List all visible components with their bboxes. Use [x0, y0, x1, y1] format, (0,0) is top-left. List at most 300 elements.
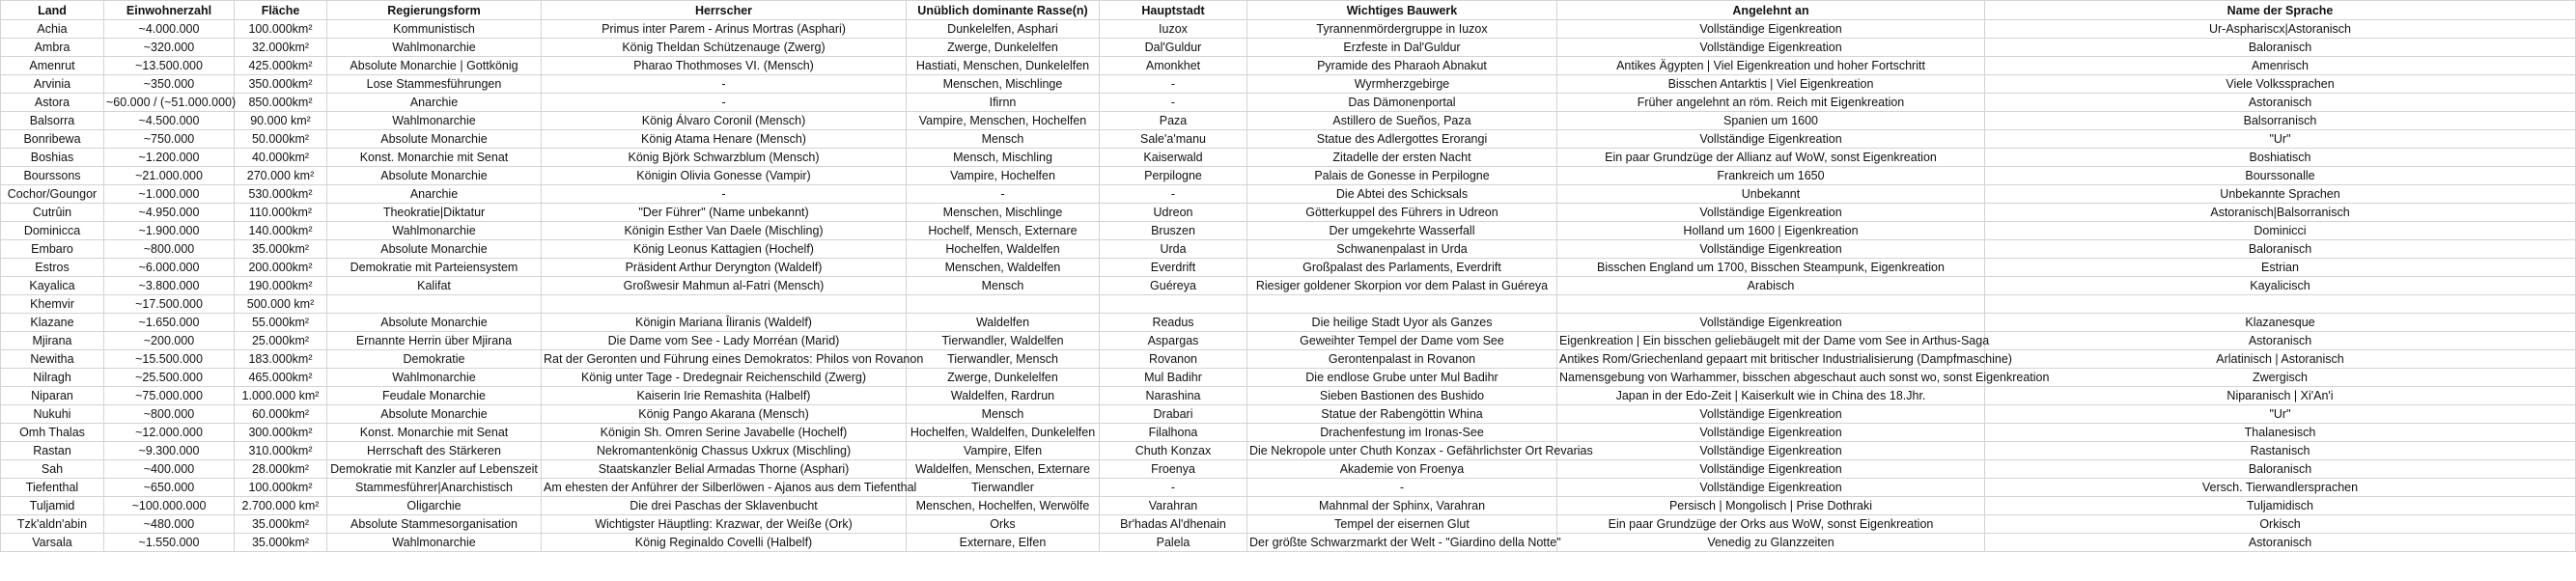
table-cell[interactable]: Tuljamid: [1, 497, 104, 515]
table-cell[interactable]: Konst. Monarchie mit Senat: [327, 424, 542, 442]
header-cell[interactable]: Regierungsform: [327, 1, 542, 20]
table-cell[interactable]: Zwerge, Dunkelelfen: [907, 39, 1100, 57]
table-cell[interactable]: Bisschen Antarktis | Viel Eigenkreation: [1557, 75, 1985, 94]
table-cell[interactable]: Wyrmherzgebirge: [1247, 75, 1557, 94]
table-cell[interactable]: Vampire, Hochelfen: [907, 167, 1100, 185]
table-cell[interactable]: ~800.000: [104, 240, 235, 259]
table-cell[interactable]: -: [542, 94, 907, 112]
table-cell[interactable]: -: [542, 185, 907, 204]
table-cell[interactable]: Estros: [1, 259, 104, 277]
table-cell[interactable]: Persisch | Mongolisch | Prise Dothraki: [1557, 497, 1985, 515]
table-cell[interactable]: Japan in der Edo-Zeit | Kaiserkult wie in China des 18.Jhr.: [1557, 387, 1985, 405]
table-cell[interactable]: [1985, 295, 2576, 314]
table-cell[interactable]: Absolute Stammesorganisation: [327, 515, 542, 534]
table-cell[interactable]: Arlatinisch | Astoranisch: [1985, 350, 2576, 369]
table-cell[interactable]: Dominicca: [1, 222, 104, 240]
table-cell[interactable]: Mensch: [907, 277, 1100, 295]
table-cell[interactable]: Statue der Rabengöttin Whina: [1247, 405, 1557, 424]
table-cell[interactable]: Waldelfen, Menschen, Externare: [907, 460, 1100, 479]
table-cell[interactable]: Rastanisch: [1985, 442, 2576, 460]
table-cell[interactable]: Kalifat: [327, 277, 542, 295]
table-cell[interactable]: 40.000km²: [235, 149, 327, 167]
table-cell[interactable]: "Ur": [1985, 405, 2576, 424]
table-cell[interactable]: 35.000km²: [235, 534, 327, 552]
table-cell[interactable]: ~320.000: [104, 39, 235, 57]
table-cell[interactable]: 310.000km²: [235, 442, 327, 460]
table-cell[interactable]: ~1.000.000: [104, 185, 235, 204]
table-cell[interactable]: Bruszen: [1100, 222, 1247, 240]
table-cell[interactable]: -: [1100, 479, 1247, 497]
table-cell[interactable]: 35.000km²: [235, 240, 327, 259]
table-cell[interactable]: -: [1100, 94, 1247, 112]
header-cell[interactable]: Fläche: [235, 1, 327, 20]
table-cell[interactable]: Der größte Schwarzmarkt der Welt - "Giardino della Notte": [1247, 534, 1557, 552]
table-cell[interactable]: Waldelfen: [907, 314, 1100, 332]
table-cell[interactable]: Rastan: [1, 442, 104, 460]
table-cell[interactable]: Cutrûin: [1, 204, 104, 222]
table-cell[interactable]: Namensgebung von Warhammer, bisschen abgeschaut auch sonst wo, sonst Eigenkreation: [1557, 369, 1985, 387]
table-cell[interactable]: Absolute Monarchie: [327, 314, 542, 332]
table-cell[interactable]: 500.000 km²: [235, 295, 327, 314]
table-cell[interactable]: [1100, 295, 1247, 314]
table-cell[interactable]: Absolute Monarchie: [327, 167, 542, 185]
table-cell[interactable]: König Theldan Schützenauge (Zwerg): [542, 39, 907, 57]
table-cell[interactable]: 25.000km²: [235, 332, 327, 350]
table-cell[interactable]: Urda: [1100, 240, 1247, 259]
table-cell[interactable]: Aspargas: [1100, 332, 1247, 350]
table-cell[interactable]: Unbekannte Sprachen: [1985, 185, 2576, 204]
table-cell[interactable]: Astora: [1, 94, 104, 112]
table-cell[interactable]: -: [1100, 75, 1247, 94]
table-cell[interactable]: Die Abtei des Schicksals: [1247, 185, 1557, 204]
table-cell[interactable]: Mahnmal der Sphinx, Varahran: [1247, 497, 1557, 515]
table-cell[interactable]: Orks: [907, 515, 1100, 534]
table-cell[interactable]: Thalanesisch: [1985, 424, 2576, 442]
table-cell[interactable]: Die endlose Grube unter Mul Badihr: [1247, 369, 1557, 387]
table-cell[interactable]: Mul Badihr: [1100, 369, 1247, 387]
table-cell[interactable]: Pharao Thothmoses VI. (Mensch): [542, 57, 907, 75]
table-cell[interactable]: Dominicci: [1985, 222, 2576, 240]
table-cell[interactable]: Ein paar Grundzüge der Allianz auf WoW, sonst Eigenkreation: [1557, 149, 1985, 167]
table-cell[interactable]: Großwesir Mahmun al-Fatri (Mensch): [542, 277, 907, 295]
table-cell[interactable]: König Atama Henare (Mensch): [542, 130, 907, 149]
table-cell[interactable]: Lose Stammesführungen: [327, 75, 542, 94]
table-cell[interactable]: Klazanesque: [1985, 314, 2576, 332]
table-cell[interactable]: Die drei Paschas der Sklavenbucht: [542, 497, 907, 515]
table-cell[interactable]: Oligarchie: [327, 497, 542, 515]
table-cell[interactable]: Wahlmonarchie: [327, 39, 542, 57]
table-cell[interactable]: Bisschen England um 1700, Bisschen Steampunk, Eigenkreation: [1557, 259, 1985, 277]
table-cell[interactable]: Stammesführer|Anarchistisch: [327, 479, 542, 497]
table-cell[interactable]: Mensch, Mischling: [907, 149, 1100, 167]
table-cell[interactable]: Feudale Monarchie: [327, 387, 542, 405]
table-cell[interactable]: Menschen, Mischlinge: [907, 75, 1100, 94]
table-cell[interactable]: Großpalast des Parlaments, Everdrift: [1247, 259, 1557, 277]
header-cell[interactable]: Name der Sprache: [1985, 1, 2576, 20]
table-cell[interactable]: Sale'a'manu: [1100, 130, 1247, 149]
table-cell[interactable]: ~4.000.000: [104, 20, 235, 39]
table-cell[interactable]: Versch. Tierwandlersprachen: [1985, 479, 2576, 497]
table-cell[interactable]: Primus inter Parem - Arinus Mortras (Asphari): [542, 20, 907, 39]
table-cell[interactable]: [907, 295, 1100, 314]
table-cell[interactable]: ~800.000: [104, 405, 235, 424]
table-cell[interactable]: ~1.900.000: [104, 222, 235, 240]
table-cell[interactable]: Guéreya: [1100, 277, 1247, 295]
table-cell[interactable]: ~650.000: [104, 479, 235, 497]
table-cell[interactable]: Sah: [1, 460, 104, 479]
table-cell[interactable]: Mensch: [907, 405, 1100, 424]
table-cell[interactable]: Theokratie|Diktatur: [327, 204, 542, 222]
table-cell[interactable]: Absolute Monarchie: [327, 240, 542, 259]
table-cell[interactable]: Erzfeste in Dal'Guldur: [1247, 39, 1557, 57]
table-cell[interactable]: Tempel der eisernen Glut: [1247, 515, 1557, 534]
table-cell[interactable]: Astoranisch: [1985, 534, 2576, 552]
table-cell[interactable]: -: [1100, 185, 1247, 204]
table-cell[interactable]: 270.000 km²: [235, 167, 327, 185]
table-cell[interactable]: Frankreich um 1650: [1557, 167, 1985, 185]
table-cell[interactable]: Nukuhi: [1, 405, 104, 424]
table-cell[interactable]: Königin Olivia Gonesse (Vampir): [542, 167, 907, 185]
table-cell[interactable]: 60.000km²: [235, 405, 327, 424]
table-cell[interactable]: Herrschaft des Stärkeren: [327, 442, 542, 460]
table-cell[interactable]: "Der Führer" (Name unbekannt): [542, 204, 907, 222]
table-cell[interactable]: Readus: [1100, 314, 1247, 332]
table-cell[interactable]: Baloranisch: [1985, 460, 2576, 479]
table-cell[interactable]: Amenrut: [1, 57, 104, 75]
table-cell[interactable]: Tyrannenmördergruppe in Iuzox: [1247, 20, 1557, 39]
table-cell[interactable]: Embaro: [1, 240, 104, 259]
table-cell[interactable]: 183.000km²: [235, 350, 327, 369]
table-cell[interactable]: -: [907, 185, 1100, 204]
table-cell[interactable]: Mjirana: [1, 332, 104, 350]
table-cell[interactable]: 100.000km²: [235, 479, 327, 497]
table-cell[interactable]: Niparanisch | Xi'An'i: [1985, 387, 2576, 405]
table-cell[interactable]: 300.000km²: [235, 424, 327, 442]
table-cell[interactable]: Externare, Elfen: [907, 534, 1100, 552]
table-cell[interactable]: Tiefenthal: [1, 479, 104, 497]
table-cell[interactable]: Vampire, Elfen: [907, 442, 1100, 460]
table-cell[interactable]: Demokratie mit Parteiensystem: [327, 259, 542, 277]
table-cell[interactable]: ~400.000: [104, 460, 235, 479]
table-cell[interactable]: Newitha: [1, 350, 104, 369]
table-cell[interactable]: Anarchie: [327, 185, 542, 204]
table-cell[interactable]: Amonkhet: [1100, 57, 1247, 75]
table-cell[interactable]: Bourssonalle: [1985, 167, 2576, 185]
table-cell[interactable]: Zwerge, Dunkelelfen: [907, 369, 1100, 387]
table-cell[interactable]: Palais de Gonesse in Perpilogne: [1247, 167, 1557, 185]
table-cell[interactable]: Antikes Rom/Griechenland gepaart mit britischer Industrialisierung (Dampfmaschine): [1557, 350, 1985, 369]
table-cell[interactable]: ~4.950.000: [104, 204, 235, 222]
table-cell[interactable]: Cochor/Goungor: [1, 185, 104, 204]
table-cell[interactable]: Vollständige Eigenkreation: [1557, 424, 1985, 442]
table-cell[interactable]: 90.000 km²: [235, 112, 327, 130]
table-cell[interactable]: ~480.000: [104, 515, 235, 534]
table-cell[interactable]: Perpilogne: [1100, 167, 1247, 185]
table-cell[interactable]: Venedig zu Glanzzeiten: [1557, 534, 1985, 552]
table-cell[interactable]: ~1.200.000: [104, 149, 235, 167]
table-cell[interactable]: 200.000km²: [235, 259, 327, 277]
table-cell[interactable]: ~13.500.000: [104, 57, 235, 75]
table-cell[interactable]: 100.000km²: [235, 20, 327, 39]
table-cell[interactable]: Khemvir: [1, 295, 104, 314]
table-cell[interactable]: Balsorra: [1, 112, 104, 130]
table-cell[interactable]: Amenrisch: [1985, 57, 2576, 75]
table-cell[interactable]: Omh Thalas: [1, 424, 104, 442]
table-cell[interactable]: Ifirnn: [907, 94, 1100, 112]
table-cell[interactable]: Orkisch: [1985, 515, 2576, 534]
table-cell[interactable]: Absolute Monarchie: [327, 405, 542, 424]
table-cell[interactable]: Palela: [1100, 534, 1247, 552]
table-cell[interactable]: Hastiati, Menschen, Dunkelelfen: [907, 57, 1100, 75]
table-cell[interactable]: [1557, 295, 1985, 314]
table-cell[interactable]: Varsala: [1, 534, 104, 552]
table-cell[interactable]: Menschen, Hochelfen, Werwölfe: [907, 497, 1100, 515]
table-cell[interactable]: Vollständige Eigenkreation: [1557, 314, 1985, 332]
table-cell[interactable]: Varahran: [1100, 497, 1247, 515]
table-cell[interactable]: Unbekannt: [1557, 185, 1985, 204]
table-cell[interactable]: Ernannte Herrin über Mjirana: [327, 332, 542, 350]
table-cell[interactable]: Der umgekehrte Wasserfall: [1247, 222, 1557, 240]
table-cell[interactable]: ~15.500.000: [104, 350, 235, 369]
table-cell[interactable]: Die Dame vom See - Lady Morréan (Marid): [542, 332, 907, 350]
table-cell[interactable]: Wahlmonarchie: [327, 534, 542, 552]
table-cell[interactable]: Zwergisch: [1985, 369, 2576, 387]
table-cell[interactable]: ~21.000.000: [104, 167, 235, 185]
table-cell[interactable]: Eigenkreation | Ein bisschen geliebäugelt mit der Dame vom See in Arthus-Saga: [1557, 332, 1985, 350]
table-cell[interactable]: Demokratie mit Kanzler auf Lebenszeit: [327, 460, 542, 479]
table-cell[interactable]: Königin Sh. Omren Serine Javabelle (Hochelf): [542, 424, 907, 442]
table-cell[interactable]: ~75.000.000: [104, 387, 235, 405]
table-cell[interactable]: Mensch: [907, 130, 1100, 149]
table-cell[interactable]: Holland um 1600 | Eigenkreation: [1557, 222, 1985, 240]
table-cell[interactable]: Paza: [1100, 112, 1247, 130]
table-cell[interactable]: Filalhona: [1100, 424, 1247, 442]
table-cell[interactable]: Kaiserwald: [1100, 149, 1247, 167]
table-cell[interactable]: Waldelfen, Rardrun: [907, 387, 1100, 405]
header-cell[interactable]: Wichtiges Bauwerk: [1247, 1, 1557, 20]
table-cell[interactable]: ~1.550.000: [104, 534, 235, 552]
table-cell[interactable]: Vollständige Eigenkreation: [1557, 442, 1985, 460]
table-cell[interactable]: Br'hadas Al'dhenain: [1100, 515, 1247, 534]
table-cell[interactable]: Viele Volkssprachen: [1985, 75, 2576, 94]
table-cell[interactable]: "Ur": [1985, 130, 2576, 149]
header-cell[interactable]: Herrscher: [542, 1, 907, 20]
table-cell[interactable]: König Reginaldo Covelli (Halbelf): [542, 534, 907, 552]
table-cell[interactable]: ~350.000: [104, 75, 235, 94]
table-cell[interactable]: 140.000km²: [235, 222, 327, 240]
table-cell[interactable]: ~1.650.000: [104, 314, 235, 332]
table-cell[interactable]: Königin Esther Van Daele (Mischling): [542, 222, 907, 240]
table-cell[interactable]: Dal'Guldur: [1100, 39, 1247, 57]
table-cell[interactable]: 55.000km²: [235, 314, 327, 332]
table-cell[interactable]: Bonribewa: [1, 130, 104, 149]
table-cell[interactable]: 110.000km²: [235, 204, 327, 222]
table-cell[interactable]: Demokratie: [327, 350, 542, 369]
table-cell[interactable]: Schwanenpalast in Urda: [1247, 240, 1557, 259]
table-cell[interactable]: 2.700.000 km²: [235, 497, 327, 515]
table-cell[interactable]: Dunkelelfen, Asphari: [907, 20, 1100, 39]
table-cell[interactable]: Zitadelle der ersten Nacht: [1247, 149, 1557, 167]
table-cell[interactable]: König Björk Schwarzblum (Mensch): [542, 149, 907, 167]
table-cell[interactable]: Geweihter Tempel der Dame vom See: [1247, 332, 1557, 350]
table-cell[interactable]: ~3.800.000: [104, 277, 235, 295]
table-cell[interactable]: Präsident Arthur Deryngton (Waldelf): [542, 259, 907, 277]
table-cell[interactable]: Gerontenpalast in Rovanon: [1247, 350, 1557, 369]
table-cell[interactable]: Tuljamidisch: [1985, 497, 2576, 515]
table-cell[interactable]: Drachenfestung im Ironas-See: [1247, 424, 1557, 442]
header-cell[interactable]: Angelehnt an: [1557, 1, 1985, 20]
table-cell[interactable]: ~4.500.000: [104, 112, 235, 130]
table-cell[interactable]: Spanien um 1600: [1557, 112, 1985, 130]
table-cell[interactable]: Boshias: [1, 149, 104, 167]
table-cell[interactable]: Udreon: [1100, 204, 1247, 222]
table-cell[interactable]: Das Dämonenportal: [1247, 94, 1557, 112]
table-cell[interactable]: Wahlmonarchie: [327, 369, 542, 387]
table-cell[interactable]: Absolute Monarchie: [327, 130, 542, 149]
table-cell[interactable]: Pyramide des Pharaoh Abnakut: [1247, 57, 1557, 75]
table-cell[interactable]: Boshiatisch: [1985, 149, 2576, 167]
table-cell[interactable]: Rat der Geronten und Führung eines Demokratos: Philos von Rovanon: [542, 350, 907, 369]
table-cell[interactable]: 28.000km²: [235, 460, 327, 479]
table-cell[interactable]: Iuzox: [1100, 20, 1247, 39]
table-cell[interactable]: 530.000km²: [235, 185, 327, 204]
table-cell[interactable]: König Leonus Kattagien (Hochelf): [542, 240, 907, 259]
table-cell[interactable]: Kommunistisch: [327, 20, 542, 39]
table-cell[interactable]: Tzk'aldn'abin: [1, 515, 104, 534]
table-cell[interactable]: Wahlmonarchie: [327, 112, 542, 130]
table-cell[interactable]: 1.000.000 km²: [235, 387, 327, 405]
table-cell[interactable]: Kayalica: [1, 277, 104, 295]
table-cell[interactable]: Nilragh: [1, 369, 104, 387]
table-cell[interactable]: Staatskanzler Belial Armadas Thorne (Asphari): [542, 460, 907, 479]
table-cell[interactable]: [1247, 295, 1557, 314]
table-cell[interactable]: Arabisch: [1557, 277, 1985, 295]
table-cell[interactable]: ~25.500.000: [104, 369, 235, 387]
table-cell[interactable]: Vollständige Eigenkreation: [1557, 405, 1985, 424]
table-cell[interactable]: Astillero de Sueños, Paza: [1247, 112, 1557, 130]
table-cell[interactable]: Vollständige Eigenkreation: [1557, 204, 1985, 222]
table-cell[interactable]: Statue des Adlergottes Erorangi: [1247, 130, 1557, 149]
table-cell[interactable]: Konst. Monarchie mit Senat: [327, 149, 542, 167]
table-cell[interactable]: ~750.000: [104, 130, 235, 149]
header-cell[interactable]: Land: [1, 1, 104, 20]
table-cell[interactable]: Anarchie: [327, 94, 542, 112]
table-cell[interactable]: 350.000km²: [235, 75, 327, 94]
table-cell[interactable]: Wichtigster Häuptling: Krazwar, der Weiße (Ork): [542, 515, 907, 534]
table-cell[interactable]: Hochelfen, Waldelfen, Dunkelelfen: [907, 424, 1100, 442]
table-cell[interactable]: Tierwandler, Mensch: [907, 350, 1100, 369]
table-cell[interactable]: Königin Mariana Îliranis (Waldelf): [542, 314, 907, 332]
table-cell[interactable]: Vollständige Eigenkreation: [1557, 479, 1985, 497]
table-cell[interactable]: Kayalicisch: [1985, 277, 2576, 295]
header-cell[interactable]: Hauptstadt: [1100, 1, 1247, 20]
table-cell[interactable]: 32.000km²: [235, 39, 327, 57]
table-cell[interactable]: Nekromantenkönig Chassus Uxkrux (Mischling): [542, 442, 907, 460]
header-cell[interactable]: Einwohnerzahl: [104, 1, 235, 20]
table-cell[interactable]: Niparan: [1, 387, 104, 405]
table-cell[interactable]: Rovanon: [1100, 350, 1247, 369]
table-cell[interactable]: Baloranisch: [1985, 39, 2576, 57]
table-cell[interactable]: Astoranisch|Balsorranisch: [1985, 204, 2576, 222]
table-cell[interactable]: 425.000km²: [235, 57, 327, 75]
table-cell[interactable]: Die heilige Stadt Uyor als Ganzes: [1247, 314, 1557, 332]
table-cell[interactable]: Ambra: [1, 39, 104, 57]
table-cell[interactable]: -: [542, 75, 907, 94]
table-cell[interactable]: König Pango Akarana (Mensch): [542, 405, 907, 424]
table-cell[interactable]: 190.000km²: [235, 277, 327, 295]
table-cell[interactable]: Astoranisch: [1985, 332, 2576, 350]
table-cell[interactable]: Tierwandler: [907, 479, 1100, 497]
table-cell[interactable]: Menschen, Waldelfen: [907, 259, 1100, 277]
header-cell[interactable]: Unüblich dominante Rasse(n): [907, 1, 1100, 20]
table-cell[interactable]: ~12.000.000: [104, 424, 235, 442]
table-cell[interactable]: [542, 295, 907, 314]
table-cell[interactable]: Früher angelehnt an röm. Reich mit Eigenkreation: [1557, 94, 1985, 112]
table-cell[interactable]: Riesiger goldener Skorpion vor dem Palast in Guéreya: [1247, 277, 1557, 295]
table-cell[interactable]: König unter Tage - Dredegnair Reichenschild (Zwerg): [542, 369, 907, 387]
table-cell[interactable]: [327, 295, 542, 314]
table-cell[interactable]: 850.000km²: [235, 94, 327, 112]
table-cell[interactable]: ~17.500.000: [104, 295, 235, 314]
table-cell[interactable]: Vampire, Menschen, Hochelfen: [907, 112, 1100, 130]
table-cell[interactable]: 465.000km²: [235, 369, 327, 387]
table-cell[interactable]: Am ehesten der Anführer der Silberlöwen - Ajanos aus dem Tiefenthal: [542, 479, 907, 497]
table-cell[interactable]: Hochelfen, Waldelfen: [907, 240, 1100, 259]
table-cell[interactable]: Hochelf, Mensch, Externare: [907, 222, 1100, 240]
table-cell[interactable]: 50.000km²: [235, 130, 327, 149]
table-cell[interactable]: Bourssons: [1, 167, 104, 185]
table-cell[interactable]: ~60.000 / (~51.000.000): [104, 94, 235, 112]
table-cell[interactable]: ~6.000.000: [104, 259, 235, 277]
table-cell[interactable]: ~9.300.000: [104, 442, 235, 460]
table-cell[interactable]: Vollständige Eigenkreation: [1557, 20, 1985, 39]
table-cell[interactable]: Achia: [1, 20, 104, 39]
table-cell[interactable]: Antikes Ägypten | Viel Eigenkreation und hoher Fortschritt: [1557, 57, 1985, 75]
table-cell[interactable]: Akademie von Froenya: [1247, 460, 1557, 479]
table-cell[interactable]: Astoranisch: [1985, 94, 2576, 112]
table-cell[interactable]: Estrian: [1985, 259, 2576, 277]
table-cell[interactable]: Kaiserin Irie Remashita (Halbelf): [542, 387, 907, 405]
table-cell[interactable]: Narashina: [1100, 387, 1247, 405]
table-cell[interactable]: Baloranisch: [1985, 240, 2576, 259]
table-cell[interactable]: -: [1247, 479, 1557, 497]
table-cell[interactable]: Wahlmonarchie: [327, 222, 542, 240]
table-cell[interactable]: ~200.000: [104, 332, 235, 350]
table-cell[interactable]: Die Nekropole unter Chuth Konzax - Gefährlichster Ort Revarias: [1247, 442, 1557, 460]
table-cell[interactable]: Ur-Asphariscх|Astoranisch: [1985, 20, 2576, 39]
table-cell[interactable]: Vollständige Eigenkreation: [1557, 460, 1985, 479]
table-cell[interactable]: ~100.000.000: [104, 497, 235, 515]
table-cell[interactable]: Absolute Monarchie | Gottkönig: [327, 57, 542, 75]
table-cell[interactable]: Götterkuppel des Führers in Udreon: [1247, 204, 1557, 222]
table-cell[interactable]: Klazane: [1, 314, 104, 332]
table-cell[interactable]: Everdrift: [1100, 259, 1247, 277]
table-cell[interactable]: Vollständige Eigenkreation: [1557, 39, 1985, 57]
table-cell[interactable]: Balsorranisch: [1985, 112, 2576, 130]
table-cell[interactable]: Froenya: [1100, 460, 1247, 479]
table-cell[interactable]: Arvinia: [1, 75, 104, 94]
table-cell[interactable]: 35.000km²: [235, 515, 327, 534]
table-cell[interactable]: Vollständige Eigenkreation: [1557, 130, 1985, 149]
table-cell[interactable]: Drabari: [1100, 405, 1247, 424]
table-cell[interactable]: Menschen, Mischlinge: [907, 204, 1100, 222]
table-cell[interactable]: Sieben Bastionen des Bushido: [1247, 387, 1557, 405]
table-cell[interactable]: Ein paar Grundzüge der Orks aus WoW, sonst Eigenkreation: [1557, 515, 1985, 534]
table-cell[interactable]: Tierwandler, Waldelfen: [907, 332, 1100, 350]
table-cell[interactable]: Chuth Konzax: [1100, 442, 1247, 460]
table-cell[interactable]: Vollständige Eigenkreation: [1557, 240, 1985, 259]
table-cell[interactable]: König Álvaro Coronil (Mensch): [542, 112, 907, 130]
